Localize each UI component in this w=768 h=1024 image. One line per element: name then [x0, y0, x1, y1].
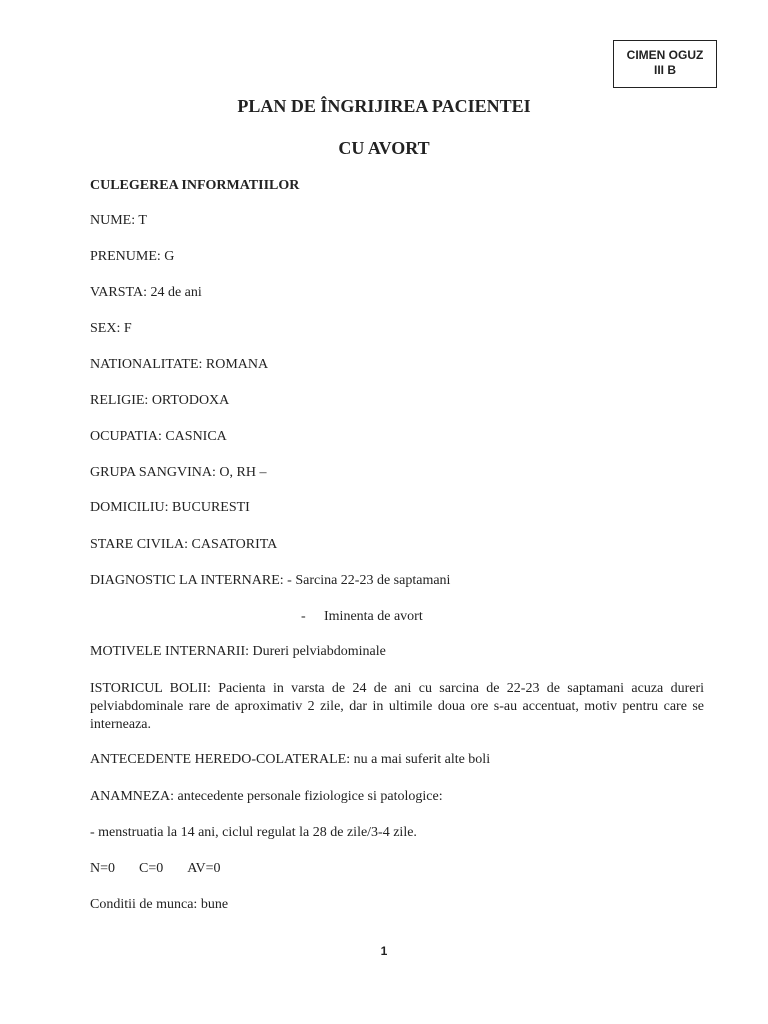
field-prenume: PRENUME: G: [90, 249, 175, 264]
field-n: N=0: [90, 861, 116, 876]
section-heading: CULEGEREA INFORMATIILOR: [90, 178, 300, 193]
field-antecedente: ANTECEDENTE HEREDO-COLATERALE: nu a mai suferit alte boli: [90, 752, 491, 767]
document-title: PLAN DE ÎNGRIJIREA PACIENTEI: [237, 96, 531, 116]
field-varsta: VARSTA: 24 de ani: [90, 285, 202, 300]
diagnostic-dash: -: [301, 609, 306, 624]
field-sex: SEX: F: [90, 321, 132, 336]
field-av: AV=0: [187, 861, 221, 876]
field-nume: NUME: T: [90, 213, 147, 228]
field-nationalitate: NATIONALITATE: ROMANA: [90, 357, 269, 372]
field-menstruatia: - menstruatia la 14 ani, ciclul regulat la 28 de zile/3-4 zile.: [90, 825, 417, 840]
field-domiciliu: DOMICILIU: BUCURESTI: [90, 500, 250, 515]
author-name-box: [613, 40, 717, 88]
field-religie: RELIGIE: ORTODOXA: [90, 393, 230, 408]
field-conditii-de-munca: Conditii de munca: bune: [90, 897, 229, 912]
field-c: C=0: [139, 861, 164, 876]
field-diagnostic: DIAGNOSTIC LA INTERNARE: - Sarcina 22-23 de saptamani: [90, 573, 451, 588]
field-anamneza: ANAMNEZA: antecedente personale fiziologice si patologice:: [90, 789, 443, 804]
field-stare-civila: STARE CIVILA: CASATORITA: [90, 537, 278, 552]
author-name: CIMEN OGUZ: [626, 48, 704, 62]
diagnostic-item-2: Iminenta de avort: [324, 609, 423, 624]
document-subtitle: CU AVORT: [338, 138, 430, 158]
obstetric-history-row: [90, 861, 221, 877]
field-ocupatia: OCUPATIA: CASNICA: [90, 429, 227, 444]
field-motivele-internarii: MOTIVELE INTERNARII: Dureri pelviabdominale: [90, 644, 386, 659]
page-number: 1: [380, 944, 388, 958]
field-istoricul-bolii: ISTORICUL BOLII: Pacienta in varsta de 24 de ani cu sarcina de 22-23 de saptamani acuza dureri pelviabdominale rare de aproximativ 2 zile, dar in ultimile doua ore s-au accentuat, motiv pentru care se interneaza.: [90, 681, 704, 732]
author-class: III B: [653, 63, 676, 77]
field-grupa-sangvina: GRUPA SANGVINA: O, RH –: [90, 465, 267, 480]
